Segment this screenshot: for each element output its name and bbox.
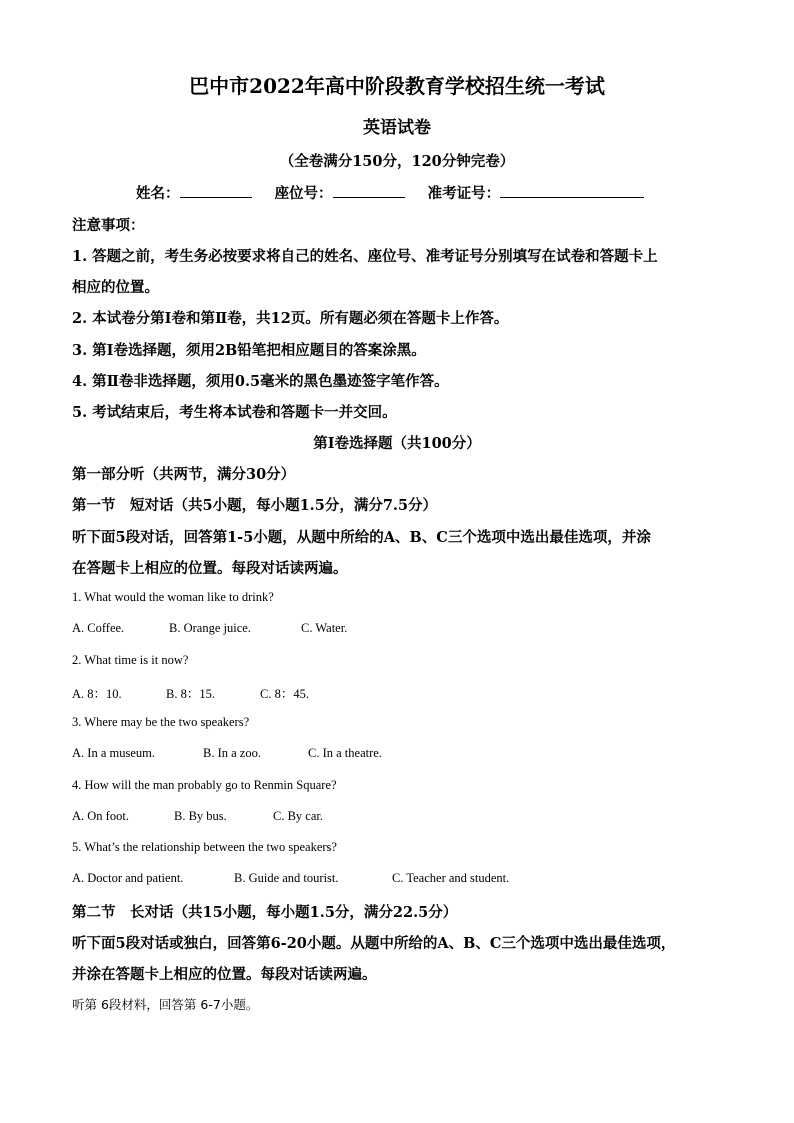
question-5: 5. What’s the relationship between the two speakers? bbox=[72, 840, 337, 854]
name-field[interactable] bbox=[136, 182, 252, 203]
options-1 bbox=[72, 621, 347, 636]
question-3: 3. Where may be the two speakers? bbox=[72, 715, 250, 729]
seat-field[interactable] bbox=[275, 182, 405, 203]
exam-title: 巴中市2022年高中阶段教育学校招生统一考试 bbox=[189, 74, 605, 98]
options-3 bbox=[72, 746, 382, 761]
option-a[interactable]: A. On foot. bbox=[72, 809, 129, 823]
option-a[interactable]: A. 8：10. bbox=[72, 687, 122, 701]
subsection-heading: 第二节 长对话（共15小题，每小题1.5分，满分22.5分） bbox=[72, 904, 458, 921]
option-b[interactable]: B. In a zoo. bbox=[203, 746, 261, 760]
name-blank[interactable] bbox=[180, 183, 252, 198]
notice-item: 4. 第Ⅱ卷非选择题，须用0.5毫米的黑色墨迹签字笔作答。 bbox=[72, 373, 449, 390]
option-c[interactable]: C. 8：45. bbox=[260, 687, 309, 701]
notice-heading: 注意事项： bbox=[72, 217, 145, 234]
exam-subtitle: 英语试卷 bbox=[363, 118, 431, 138]
question-2: 2. What time is it now? bbox=[72, 653, 189, 667]
part-heading: 第一部分听（共两节，满分30分） bbox=[72, 466, 296, 483]
exam-id-field[interactable] bbox=[428, 182, 645, 203]
option-c[interactable]: C. Teacher and student. bbox=[392, 871, 510, 885]
exam-id-label: 准考证号： bbox=[427, 185, 501, 202]
instruction-line: 并涂在答题卡上相应的位置。每段对话读两遍。 bbox=[72, 966, 377, 983]
options-2 bbox=[72, 684, 309, 702]
option-b[interactable]: B. By bus. bbox=[174, 809, 227, 823]
student-info-fields bbox=[136, 182, 662, 203]
option-b[interactable]: B. Orange juice. bbox=[169, 621, 251, 635]
notice-item: 3. 第Ⅰ卷选择题，须用2B铅笔把相应题目的答案涂黑。 bbox=[72, 342, 426, 359]
section-title: 第Ⅰ卷选择题（共100分） bbox=[313, 435, 481, 452]
seat-label: 座位号： bbox=[274, 185, 333, 202]
instruction-line: 听下面5段对话，回答第1-5小题，从题中所给的A、B、C三个选项中选出最佳选项，并涂 bbox=[72, 529, 651, 546]
notice-item: 相应的位置。 bbox=[72, 279, 159, 296]
options-4 bbox=[72, 809, 323, 824]
option-b[interactable]: B. 8：15. bbox=[166, 687, 215, 701]
option-a[interactable]: A. Doctor and patient. bbox=[72, 871, 184, 885]
subsection-heading: 第一节 短对话（共5小题，每小题1.5分，满分7.5分） bbox=[72, 497, 438, 514]
question-4: 4. How will the man probably go to Renmin Square? bbox=[72, 778, 337, 792]
notice-item: 2. 本试卷分第Ⅰ卷和第Ⅱ卷，共12页。所有题必须在答题卡上作答。 bbox=[72, 310, 509, 327]
question-1: 1. What would the woman like to drink? bbox=[72, 590, 274, 604]
option-c[interactable]: C. By car. bbox=[273, 809, 323, 823]
options-5 bbox=[72, 871, 509, 886]
option-c[interactable]: C. In a theatre. bbox=[308, 746, 382, 760]
name-label: 姓名： bbox=[136, 185, 180, 202]
option-b[interactable]: B. Guide and tourist. bbox=[234, 871, 339, 885]
exam-id-blank[interactable] bbox=[500, 183, 644, 198]
material-note: 听第 6段材料，回答第 6-7小题。 bbox=[72, 997, 259, 1012]
notice-item: 5. 考试结束后，考生将本试卷和答题卡一并交回。 bbox=[72, 404, 397, 421]
instruction-line: 听下面5段对话或独白，回答第6-20小题。从题中所给的A、B、C三个选项中选出最佳选项， bbox=[72, 935, 676, 952]
option-a[interactable]: A. In a museum. bbox=[72, 746, 155, 760]
score-note: （全卷满分150分，120分钟完卷） bbox=[279, 153, 515, 170]
option-a[interactable]: A. Coffee. bbox=[72, 621, 125, 635]
notice-item: 1. 答题之前，考生务必按要求将自己的姓名、座位号、准考证号分别填写在试卷和答题卡上 bbox=[72, 248, 658, 265]
instruction-line: 在答题卡上相应的位置。每段对话读两遍。 bbox=[72, 560, 348, 577]
seat-blank[interactable] bbox=[333, 183, 405, 198]
option-c[interactable]: C. Water. bbox=[301, 621, 348, 635]
